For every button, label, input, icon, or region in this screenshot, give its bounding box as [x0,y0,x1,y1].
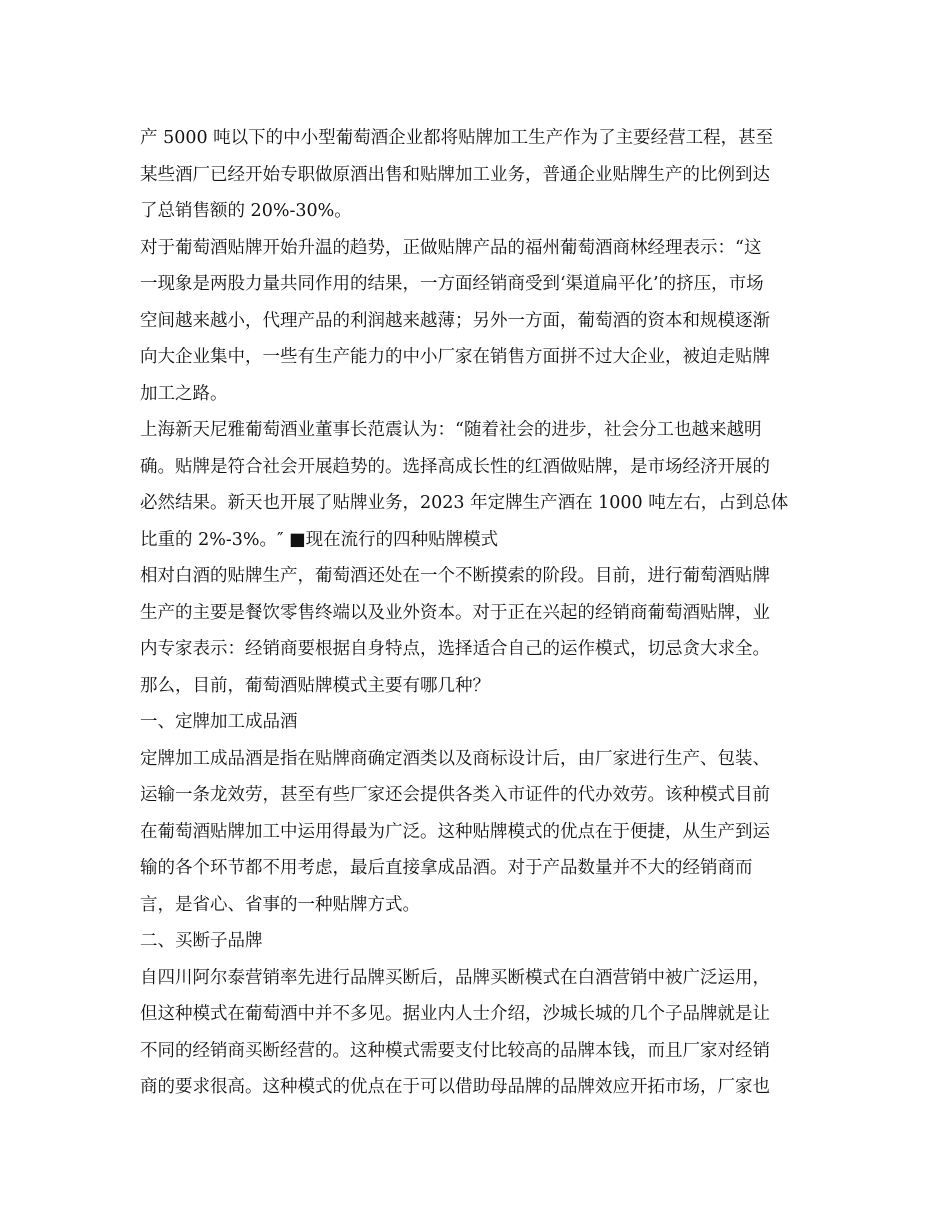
text-line: 输的各个环节都不用考虑，最后直接拿成品酒。对于产品数量并不大的经销商而 [140,858,753,878]
text-line: 商的要求很高。这种模式的优点在于可以借助母品牌的品牌效应开拓市场，厂家也 [140,1077,770,1097]
text-line: 但这种模式在葡萄酒中并不多见。据业内人士介绍，沙城长城的几个子品牌就是让 [140,1004,770,1024]
text-line: 上海新天尼雅葡萄酒业董事长范震认为：“随着社会的进步，社会分工也越来越明 [140,420,762,440]
text-line: 定牌加工成品酒是指在贴牌商确定酒类以及商标设计后，由厂家进行生产、包装、 [140,748,770,769]
text-line: 向大企业集中，一些有生产能力的中小厂家在销售方面拼不过大企业，被迫走贴牌 [140,347,770,367]
text-line: 内专家表示：经销商要根据自身特点，选择适合自己的运作模式，切忌贪大求全。 [140,639,770,659]
text-line: 自四川阿尔泰营销率先进行品牌买断后，品牌买断模式在白酒营销中被广泛运用， [140,967,770,988]
text-line: 比重的 2%-3%。″ ■现在流行的四种贴牌模式 [140,529,499,550]
text-line: 产 5000 吨以下的中小型葡萄酒企业都将贴牌加工生产作为了主要经营工程，甚至 [140,128,774,148]
text-line: 空间越来越小，代理产品的利润越来越薄；另外一方面，葡萄酒的资本和规模逐渐 [140,310,770,331]
section-heading: 一、定牌加工成品酒 [140,712,298,732]
text-line: 那么，目前，葡萄酒贴牌模式主要有哪几种？ [140,675,490,696]
text-line: 确。贴牌是符合社会开展趋势的。选择高成长性的红酒做贴牌，是市场经济开展的 [140,456,770,477]
text-line: 不同的经销商买断经营的。这种模式需要支付比较高的品牌本钱，而且厂家对经销 [140,1040,770,1061]
text-line: 生产的主要是餐饮零售终端以及业外资本。对于正在兴起的经销商葡萄酒贴牌，业 [140,602,770,623]
text-line: 某些酒厂已经开始专职做原酒出售和贴牌加工业务，普通企业贴牌生产的比例到达 [140,164,770,185]
text-line: 运输一条龙效劳，甚至有些厂家还会提供各类入市证件的代办效劳。该种模式目前 [140,785,770,805]
text-line: 加工之路。 [140,383,228,404]
body-text [140,120,812,1106]
text-line: 相对白酒的贴牌生产，葡萄酒还处在一个不断摸索的阶段。目前，进行葡萄酒贴牌 [140,566,770,586]
section-heading: 二、买断子品牌 [140,931,263,951]
text-line: 了总销售额的 20%-30%。 [140,201,352,221]
text-line: 言，是省心、省事的一种贴牌方式。 [140,894,420,915]
text-line: 对于葡萄酒贴牌开始升温的趋势，正做贴牌产品的福州葡萄酒商林经理表示：“这 [140,237,762,258]
text-line: 在葡萄酒贴牌加工中运用得最为广泛。这种贴牌模式的优点在于便捷，从生产到运 [140,821,770,842]
text-line: 必然结果。新天也开展了贴牌业务，2023 年定牌生产酒在 1000 吨左右，占到总体 [140,493,789,513]
text-line: 一现象是两股力量共同作用的结果，一方面经销商受到‘渠道扁平化’的挤压，市场 [140,274,764,294]
